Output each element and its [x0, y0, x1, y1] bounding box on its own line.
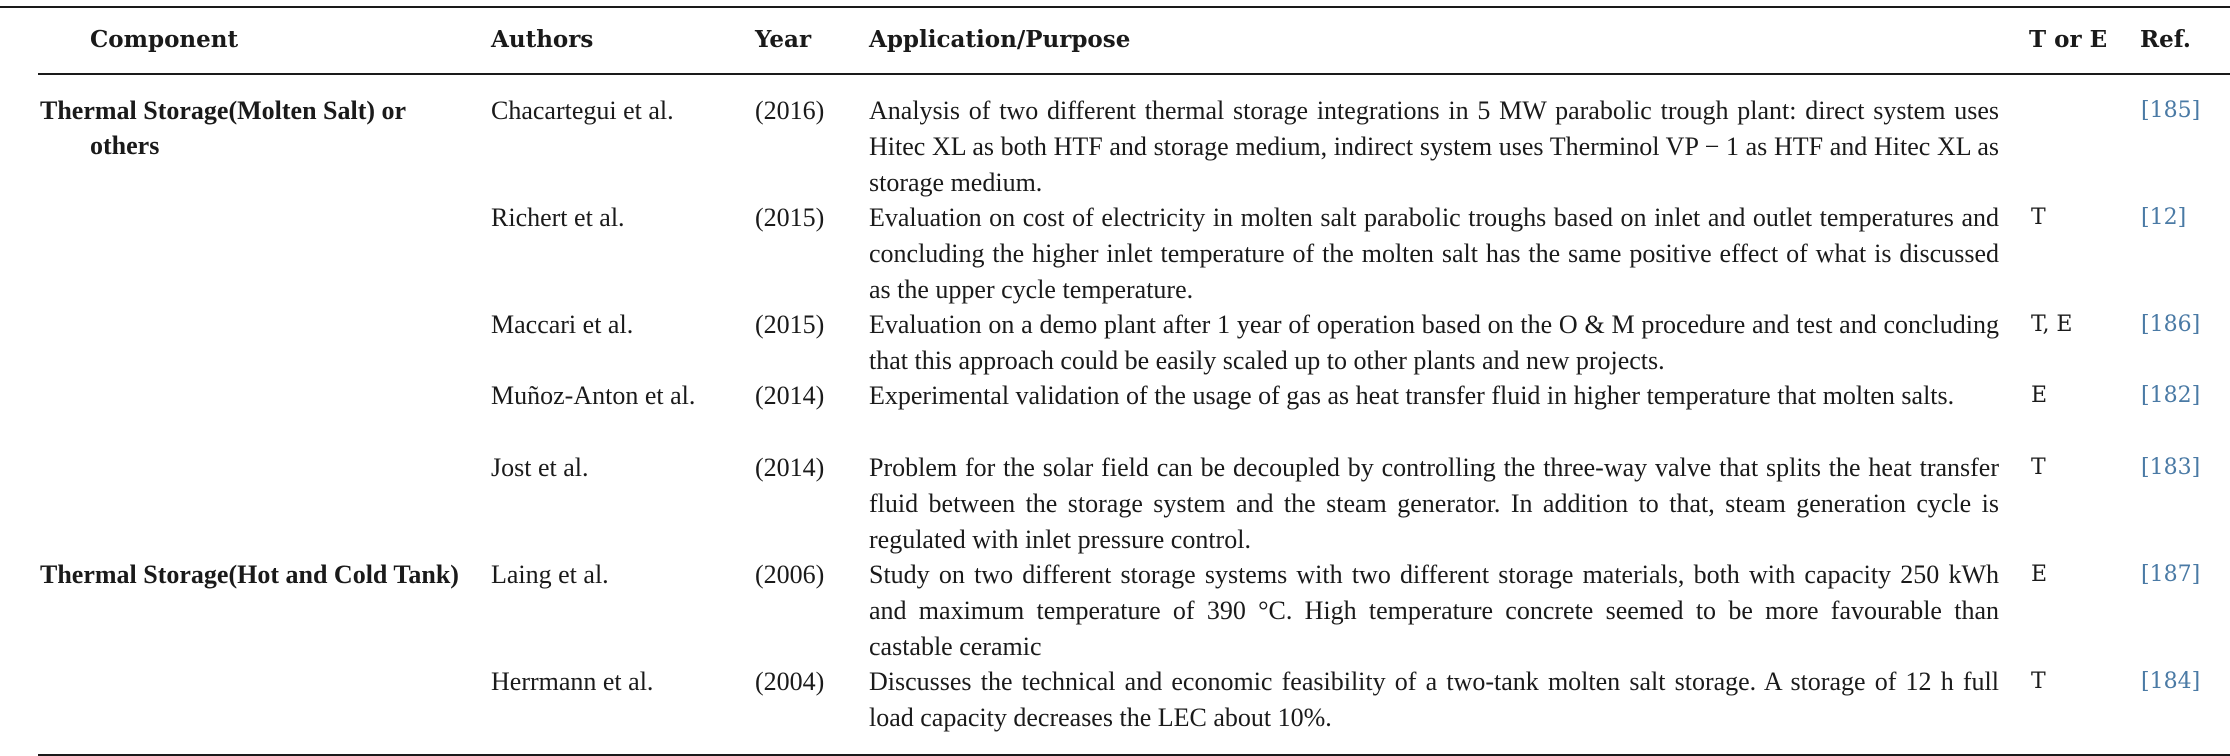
row-year: (2004): [755, 667, 825, 696]
row-year: (2015): [755, 203, 825, 232]
header-ref: Ref.: [2140, 26, 2191, 53]
row-authors: Muñoz-Anton et al.: [491, 381, 696, 410]
row-year: (2015): [755, 310, 825, 339]
row-year: (2014): [755, 381, 825, 410]
row-ref-link[interactable]: [184]: [2141, 669, 2201, 694]
row-t-or-e: E: [2031, 383, 2048, 408]
row-ref-link[interactable]: [183]: [2141, 455, 2201, 480]
row-authors: Chacartegui et al.: [491, 96, 674, 125]
table-top-rule: [0, 6, 2230, 8]
header-year: Year: [755, 26, 812, 53]
row-application: Evaluation on cost of electricity in molten salt parabolic troughs based on inlet and outlet temperatures and concluding the higher inlet temperature of the molten salt has the same positive effect of what is discussed as the upper cycle temperature.: [869, 203, 1999, 304]
header-t-or-e: T or E: [2029, 26, 2108, 53]
header-rule: [38, 73, 2230, 75]
component-group-hot-cold-tank: Thermal Storage(Hot and Cold Tank): [40, 560, 459, 589]
row-t-or-e: T: [2031, 669, 2046, 694]
component-group-molten-salt: Thermal Storage(Molten Salt) or others: [40, 96, 406, 160]
row-application: Study on two different storage systems with two different storage materials, both with capacity 250 kWh and maximum temperature of 390 °C. High temperature concrete seemed to be more favourable than castable ceramic: [869, 560, 1999, 661]
row-application: Analysis of two different thermal storage integrations in 5 MW parabolic trough plant: direct system uses Hitec XL as both HTF and storage medium, indirect system uses Therminol VP − 1 as HTF and Hitec XL as storage medium.: [869, 96, 1999, 197]
row-year: (2014): [755, 453, 825, 482]
header-authors: Authors: [491, 26, 594, 53]
row-application: Discusses the technical and economic feasibility of a two-tank molten salt storage. A storage of 12 h full load capacity decreases the LEC about 10%.: [869, 667, 1999, 732]
row-year: (2016): [755, 96, 825, 125]
row-ref-link[interactable]: [182]: [2141, 383, 2201, 408]
row-t-or-e: T: [2031, 455, 2046, 480]
row-year: (2006): [755, 560, 825, 589]
row-t-or-e: T, E: [2031, 312, 2073, 337]
header-application: Application/Purpose: [869, 26, 1131, 53]
row-t-or-e: T: [2031, 205, 2046, 230]
row-application: Problem for the solar field can be decoupled by controlling the three-way valve that splits the heat transfer fluid between the storage system and the steam generator. In addition to that, steam generation cycle is regulated with inlet pressure control.: [869, 453, 1999, 554]
row-application: Experimental validation of the usage of gas as heat transfer fluid in higher temperature that molten salts.: [869, 381, 1955, 410]
row-ref-link[interactable]: [12]: [2141, 205, 2187, 230]
row-ref-link[interactable]: [186]: [2141, 312, 2201, 337]
row-ref-link[interactable]: [185]: [2141, 98, 2201, 123]
row-application: Evaluation on a demo plant after 1 year of operation based on the O & M procedure and test and concluding that this approach could be easily scaled up to other plants and new projects.: [869, 310, 1999, 375]
row-authors: Herrmann et al.: [491, 667, 654, 696]
row-t-or-e: E: [2031, 562, 2048, 587]
row-ref-link[interactable]: [187]: [2141, 562, 2201, 587]
row-authors: Richert et al.: [491, 203, 625, 232]
row-authors: Laing et al.: [491, 560, 609, 589]
header-component: Component: [90, 26, 239, 53]
row-authors: Maccari et al.: [491, 310, 634, 339]
row-authors: Jost et al.: [491, 453, 589, 482]
